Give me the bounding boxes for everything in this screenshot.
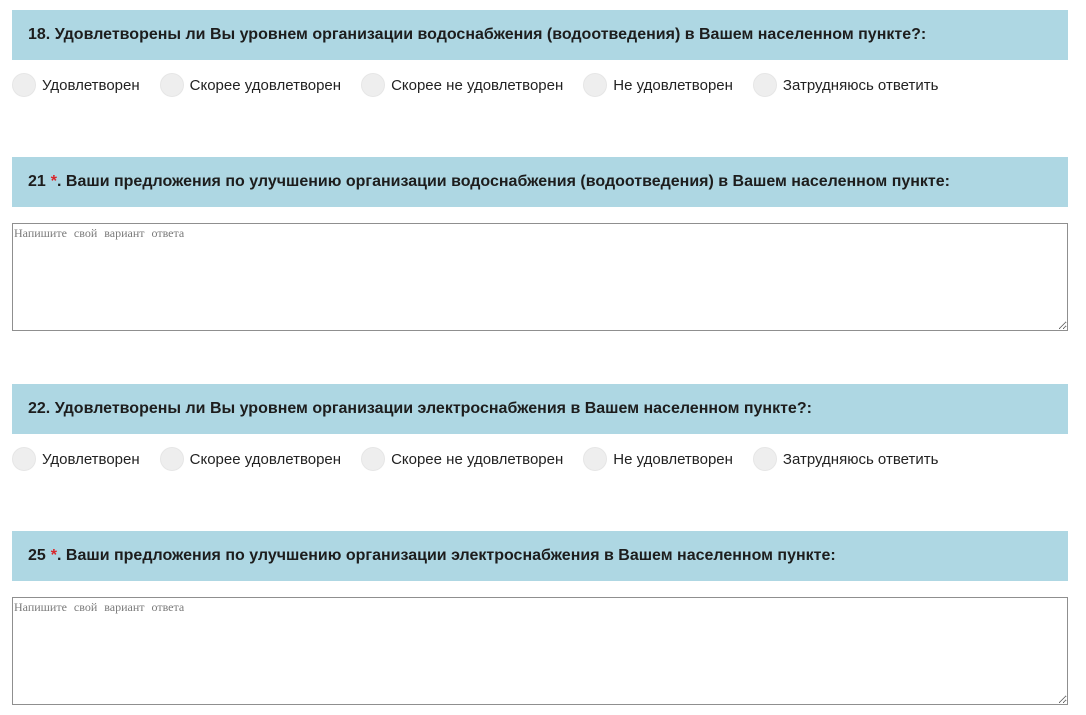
option-label: Удовлетворен xyxy=(42,76,140,94)
answer-textarea[interactable] xyxy=(12,597,1068,705)
question-number: 22 xyxy=(28,400,46,417)
radio-button[interactable] xyxy=(583,73,607,97)
option-rather-satisfied[interactable] xyxy=(160,447,341,471)
question-22 xyxy=(12,384,1068,472)
option-label: Скорее не удовлетворен xyxy=(391,76,564,94)
option-label: Затрудняюсь ответить xyxy=(782,450,939,468)
option-label: Скорее удовлетворен xyxy=(189,450,342,468)
option-satisfied[interactable] xyxy=(12,73,140,97)
option-label: Не удовлетворен xyxy=(613,450,733,468)
question-header xyxy=(12,531,1068,581)
radio-button[interactable] xyxy=(753,73,777,97)
radio-button[interactable] xyxy=(12,73,36,97)
question-text: . Ваши предложения по улучшению организации водоснабжения (водоотведения) в Вашем населенном пункте: xyxy=(57,173,950,190)
question-number: 18 xyxy=(28,26,46,43)
question-header xyxy=(12,10,1068,60)
radio-button[interactable] xyxy=(361,447,385,471)
question-21 xyxy=(12,157,1068,331)
question-number: 21 xyxy=(28,173,46,190)
option-rather-satisfied[interactable] xyxy=(160,73,341,97)
radio-button[interactable] xyxy=(583,447,607,471)
question-text: . Ваши предложения по улучшению организации электроснабжения в Вашем населенном пункте: xyxy=(57,547,836,564)
answer-textarea[interactable] xyxy=(12,223,1068,331)
radio-button[interactable] xyxy=(12,447,36,471)
radio-group xyxy=(12,446,1068,472)
option-label: Скорее не удовлетворен xyxy=(391,450,564,468)
required-star: * xyxy=(50,173,58,190)
option-label: Не удовлетворен xyxy=(613,76,733,94)
radio-button[interactable] xyxy=(160,73,184,97)
option-not-satisfied[interactable] xyxy=(583,73,733,97)
question-text: . Удовлетворены ли Вы уровнем организации водоснабжения (водоотведения) в Вашем населенном пункте?: xyxy=(45,26,927,43)
question-18 xyxy=(12,10,1068,98)
option-label: Затрудняюсь ответить xyxy=(782,76,939,94)
question-number: 25 xyxy=(28,547,46,564)
question-header xyxy=(12,384,1068,434)
question-text: . Удовлетворены ли Вы уровнем организации электроснабжения в Вашем населенном пункте?: xyxy=(45,400,812,417)
radio-button[interactable] xyxy=(160,447,184,471)
option-rather-not-satisfied[interactable] xyxy=(361,73,563,97)
option-hard-to-answer[interactable] xyxy=(753,447,938,471)
option-hard-to-answer[interactable] xyxy=(753,73,938,97)
question-25 xyxy=(12,531,1068,705)
option-rather-not-satisfied[interactable] xyxy=(361,447,563,471)
radio-group xyxy=(12,72,1068,98)
question-header xyxy=(12,157,1068,207)
option-label: Удовлетворен xyxy=(42,450,140,468)
option-label: Скорее удовлетворен xyxy=(189,76,342,94)
required-star: * xyxy=(50,547,58,564)
radio-button[interactable] xyxy=(753,447,777,471)
option-not-satisfied[interactable] xyxy=(583,447,733,471)
option-satisfied[interactable] xyxy=(12,447,140,471)
radio-button[interactable] xyxy=(361,73,385,97)
